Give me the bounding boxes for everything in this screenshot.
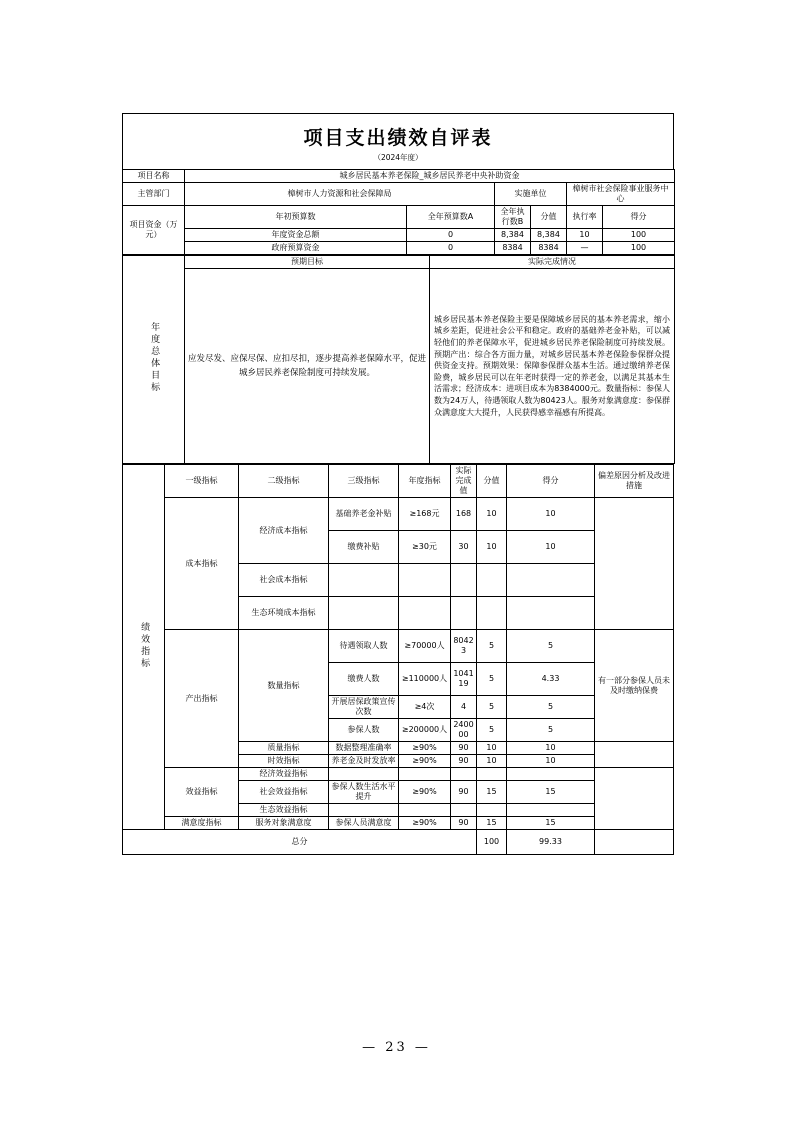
table-row: [123, 817, 674, 830]
ind-l3: 开展居保政策宣传次数: [329, 696, 399, 719]
ind-actual: [451, 597, 477, 630]
form-subtitle: （2024年度）: [122, 152, 674, 169]
ind-score-max: 10: [477, 742, 507, 755]
goals-actual-text: 城乡居民基本养老保险主要是保障城乡居民的基本养老需求，缩小城乡差距，促进社会公平和稳定。政府的基础养老金补贴，可以减轻他们的养老保障水平，促进城乡居民养老保险制度可持续发展。预期产出：综合各方面力量，对城乡居民基本养老保险参保群众提供资金支持。预期效果：保障参保群众基本生活。通过缴纳养老保险费，城乡居民可以在年老时获得一定的养老金，以满足其基本生活需求；经济成本：进项目成本为8384000元。数量指标：参保人数为24万人，待遇领取人数为80423人。服务对象满意度：参保群众满意度大大提升，人民获得感幸福感有所提高。: [430, 269, 675, 464]
table-row: [123, 630, 674, 663]
ind-col-1: 二级指标: [239, 465, 329, 498]
total-note: [595, 830, 674, 855]
ind-target: ≥90%: [399, 781, 451, 804]
goals-row-label: 年度总体目标: [123, 256, 185, 464]
indicators-table: [122, 464, 674, 855]
ind-actual: [451, 768, 477, 781]
performance-evaluation-form: [122, 113, 674, 855]
ind-l3: 缴费补贴: [329, 531, 399, 564]
ind-l2-quantity: 数量指标: [239, 630, 329, 742]
goals-expected-header: 预期目标: [185, 256, 430, 269]
total-score: 99.33: [507, 830, 595, 855]
funds-row1-c2: 8384: [495, 242, 531, 255]
ind-score: [507, 804, 595, 817]
ind-actual: 90: [451, 817, 477, 830]
ind-col-2: 三级指标: [329, 465, 399, 498]
ind-score: 5: [507, 696, 595, 719]
ind-score-max: 10: [477, 531, 507, 564]
ind-score-max: [477, 804, 507, 817]
ind-actual: 30: [451, 531, 477, 564]
ind-l3: [329, 768, 399, 781]
ind-score-max: 10: [477, 498, 507, 531]
funds-row1-c5: 100: [603, 242, 675, 255]
funds-row0-name: 年度资金总额: [185, 229, 407, 242]
ind-l2-social-benefit: 社会效益指标: [239, 781, 329, 804]
ind-score: 10: [507, 498, 595, 531]
ind-target: ≥30元: [399, 531, 451, 564]
funds-col-1: 全年预算数A: [407, 206, 495, 229]
ind-score: [507, 564, 595, 597]
goals-expected-text: 应发尽发、应保尽保、应扣尽扣，逐步提高养老保障水平，促进城乡居民养老保险制度可持续发展。: [185, 269, 430, 464]
ind-score: 10: [507, 742, 595, 755]
funds-row0-c3: 8,384: [531, 229, 567, 242]
funds-row1-c1: 0: [407, 242, 495, 255]
ind-score-max: 5: [477, 719, 507, 742]
ind-l3: 养老金及时发放率: [329, 755, 399, 768]
funds-row-label: 项目资金（万元）: [123, 206, 185, 255]
project-name-label: 项目名称: [123, 170, 185, 183]
ind-note: [595, 498, 674, 630]
ind-actual: 168: [451, 498, 477, 531]
ind-actual: 240000: [451, 719, 477, 742]
ind-score-max: 15: [477, 817, 507, 830]
indicators-row-label: 绩效指标: [123, 465, 165, 830]
ind-l3: [329, 564, 399, 597]
ind-l2-eco-cost: 生态环境成本指标: [239, 597, 329, 630]
ind-l3: 参保人数: [329, 719, 399, 742]
table-row: [123, 242, 675, 255]
table-row: [123, 256, 675, 269]
dept-label: 主管部门: [123, 183, 185, 206]
ind-note-deviation: 有一部分参保人员未及时缴纳保费: [595, 630, 674, 742]
ind-actual: [451, 804, 477, 817]
ind-actual: 90: [451, 755, 477, 768]
header-table: [122, 169, 675, 255]
ind-col-0: 一级指标: [165, 465, 239, 498]
ind-score: 5: [507, 630, 595, 663]
ind-col-3: 年度指标: [399, 465, 451, 498]
ind-l2-service-satisfaction: 服务对象满意度: [239, 817, 329, 830]
ind-score-max: 5: [477, 630, 507, 663]
goals-actual-header: 实际完成情况: [430, 256, 675, 269]
funds-row0-c2: 8,384: [495, 229, 531, 242]
funds-row0-c5: 100: [603, 229, 675, 242]
page-number: — 23 —: [362, 1040, 431, 1055]
ind-score: [507, 597, 595, 630]
ind-l1-satisfaction: 满意度指标: [165, 817, 239, 830]
ind-score: 15: [507, 817, 595, 830]
ind-l3: 参保人数生活水平提升: [329, 781, 399, 804]
table-row: [123, 498, 674, 531]
ind-score: 10: [507, 755, 595, 768]
ind-l3: 基础养老金补贴: [329, 498, 399, 531]
ind-l3: 参保人员满意度: [329, 817, 399, 830]
ind-target: ≥4次: [399, 696, 451, 719]
total-max: 100: [477, 830, 507, 855]
ind-note: [595, 742, 674, 768]
funds-row1-name: 政府预算资金: [185, 242, 407, 255]
ind-score: 4.33: [507, 663, 595, 696]
ind-l2-timeliness: 时效指标: [239, 755, 329, 768]
ind-actual: 104119: [451, 663, 477, 696]
table-row: [123, 768, 674, 781]
form-title: 项目支出绩效自评表: [122, 113, 674, 152]
ind-col-7: 偏差原因分析及改进措施: [595, 465, 674, 498]
ind-score: 15: [507, 781, 595, 804]
ind-l3: [329, 597, 399, 630]
ind-l3: 待遇领取人数: [329, 630, 399, 663]
table-row: [123, 465, 674, 498]
funds-row1-c4: —: [567, 242, 603, 255]
ind-target: ≥90%: [399, 755, 451, 768]
ind-l3: 缴费人数: [329, 663, 399, 696]
ind-target: ≥90%: [399, 742, 451, 755]
table-row: [123, 183, 675, 206]
ind-target: [399, 804, 451, 817]
ind-target: ≥90%: [399, 817, 451, 830]
ind-score-max: [477, 564, 507, 597]
funds-row0-c4: 10: [567, 229, 603, 242]
ind-l1-cost: 成本指标: [165, 498, 239, 630]
unit-label: 实施单位: [495, 183, 567, 206]
funds-col-2: 全年执行数B: [495, 206, 531, 229]
ind-l3: 数据整理准确率: [329, 742, 399, 755]
ind-l2-quality: 质量指标: [239, 742, 329, 755]
ind-target: ≥200000人: [399, 719, 451, 742]
table-row: [123, 229, 675, 242]
ind-target: [399, 564, 451, 597]
ind-score: 5: [507, 719, 595, 742]
project-name-value: 城乡居民基本养老保险_城乡居民养老中央补助资金: [185, 170, 675, 183]
ind-actual: [451, 564, 477, 597]
ind-score-max: 5: [477, 696, 507, 719]
ind-score-max: 5: [477, 663, 507, 696]
ind-l2-econ-benefit: 经济效益指标: [239, 768, 329, 781]
funds-row1-c3: 8384: [531, 242, 567, 255]
ind-score-max: [477, 768, 507, 781]
funds-col-5: 得分: [603, 206, 675, 229]
dept-value: 樟树市人力资源和社会保障局: [185, 183, 495, 206]
funds-col-3: 分值: [531, 206, 567, 229]
unit-value: 樟树市社会保险事业服务中心: [567, 183, 675, 206]
funds-row0-c1: 0: [407, 229, 495, 242]
ind-col-4: 实际完成值: [451, 465, 477, 498]
ind-target: [399, 597, 451, 630]
ind-l1-benefit: 效益指标: [165, 768, 239, 817]
funds-col-0: 年初预算数: [185, 206, 407, 229]
ind-score: [507, 768, 595, 781]
ind-col-5: 分值: [477, 465, 507, 498]
ind-l3: [329, 804, 399, 817]
funds-col-4: 执行率: [567, 206, 603, 229]
ind-target: ≥110000人: [399, 663, 451, 696]
ind-l2-social-cost: 社会成本指标: [239, 564, 329, 597]
ind-l2-econ-cost: 经济成本指标: [239, 498, 329, 564]
table-row: [123, 269, 675, 464]
ind-score-max: 15: [477, 781, 507, 804]
ind-l2-eco-benefit: 生态效益指标: [239, 804, 329, 817]
ind-score-max: [477, 597, 507, 630]
ind-note: [595, 768, 674, 830]
table-row: [123, 206, 675, 229]
ind-actual: 80423: [451, 630, 477, 663]
ind-score: 10: [507, 531, 595, 564]
ind-col-6: 得分: [507, 465, 595, 498]
goals-table: [122, 255, 675, 464]
ind-target: ≥168元: [399, 498, 451, 531]
ind-score-max: 10: [477, 755, 507, 768]
total-label: 总分: [123, 830, 477, 855]
table-row-total: [123, 830, 674, 855]
ind-target: [399, 768, 451, 781]
table-row: [123, 170, 675, 183]
ind-actual: 90: [451, 781, 477, 804]
ind-actual: 4: [451, 696, 477, 719]
ind-target: ≥70000人: [399, 630, 451, 663]
ind-l1-output: 产出指标: [165, 630, 239, 768]
ind-actual: 90: [451, 742, 477, 755]
